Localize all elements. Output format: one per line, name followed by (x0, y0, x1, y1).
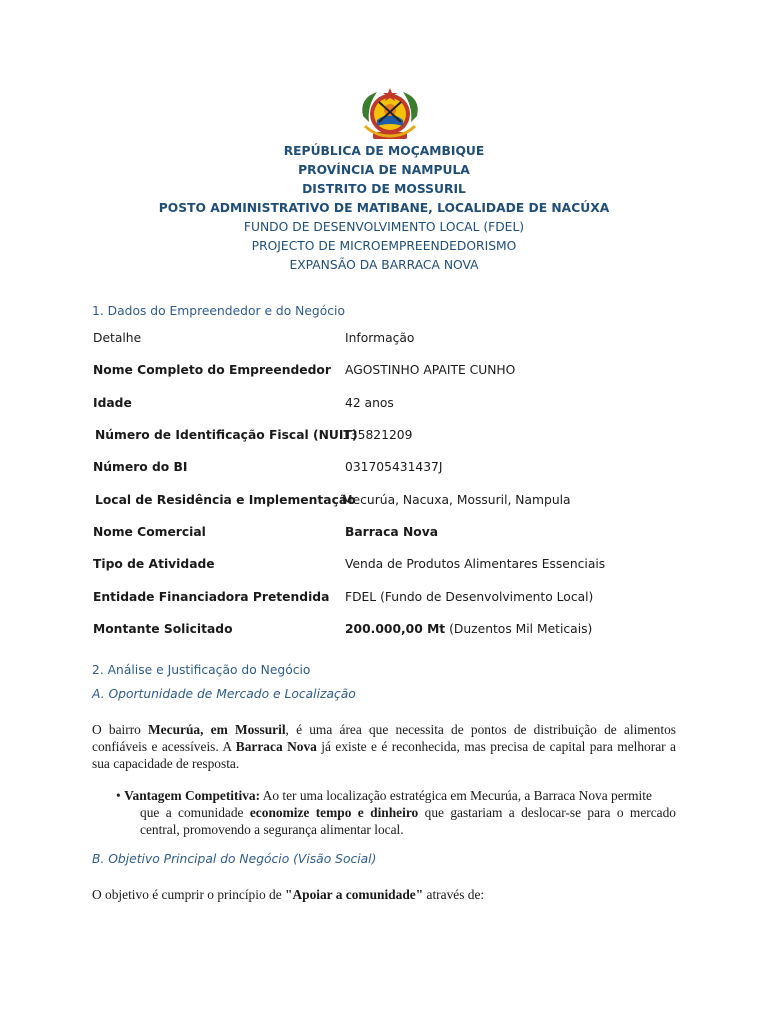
header-post: POSTO ADMINISTRATIVO DE MATIBANE, LOCALIDADE DE NACÚXA (158, 201, 610, 215)
table-row (92, 493, 692, 513)
row-label: Número de Identificação Fiscal (NUIT) (95, 428, 358, 442)
table-row (92, 622, 692, 642)
subsection-a-title: A. Oportunidade de Mercado e Localização (92, 687, 356, 701)
section2-title: 2. Análise e Justificação do Negócio (92, 663, 311, 677)
table-header-info: Informação (345, 331, 415, 345)
bullet-competitive-advantage: • Vantagem Competitiva: Ao ter uma localização estratégica em Mecurúa, a Barraca Nova permite que a comunidade economize tempo e dinheiro que gastariam a deslocar-se para o mercado central, promovendo a segurança alimentar local. (116, 788, 677, 837)
row-label: Número do BI (93, 460, 188, 474)
table-row (92, 396, 692, 416)
row-value: AGOSTINHO APAITE CUNHO (345, 363, 516, 377)
amount-value: 200.000,00 Mt (345, 622, 446, 636)
header-district: DISTRITO DE MOSSURIL (302, 182, 466, 196)
row-label: Idade (93, 396, 132, 410)
row-label: Entidade Financiadora Pretendida (93, 590, 330, 604)
row-value: 42 anos (345, 396, 394, 410)
row-label: Tipo de Atividade (93, 557, 215, 571)
subsection-b-title: B. Objetivo Principal do Negócio (Visão Social) (92, 852, 377, 866)
row-label: Montante Solicitado (93, 622, 233, 636)
row-label: Nome Completo do Empreendedor (93, 363, 331, 377)
table-row (92, 525, 692, 545)
bullet-mark: • (116, 788, 121, 803)
row-value: FDEL (Fundo de Desenvolvimento Local) (345, 590, 594, 604)
header-fund: FUNDO DE DESENVOLVIMENTO LOCAL (FDEL) (243, 220, 525, 234)
table-row (92, 557, 692, 577)
document-header (0, 142, 768, 275)
paragraph-market: O bairro Mecurúa, em Mossuril, é uma área que necessita de pontos de distribuição de alimentos confiáveis e acessíveis. A Barraca Nova já existe e é reconhecida, mas precisa de capital para melhorar a sua capacidade de resposta. (92, 722, 676, 771)
row-value: 135821209 (342, 428, 413, 442)
row-value (345, 622, 592, 636)
table-row (92, 428, 692, 448)
section1-title: 1. Dados do Empreendedor e do Negócio (92, 304, 345, 318)
row-value: Venda de Produtos Alimentares Essenciais (345, 557, 606, 571)
table-header-detail: Detalhe (93, 331, 142, 345)
row-value: 031705431437J (345, 460, 443, 474)
header-republic: REPÚBLICA DE MOÇAMBIQUE (283, 144, 485, 158)
row-label: Nome Comercial (93, 525, 206, 539)
paragraph-objective: O objetivo é cumprir o princípio de "Apoiar a comunidade" através de: (92, 887, 485, 902)
header-province: PROVÍNCIA DE NAMPULA (298, 163, 470, 177)
table-row (92, 363, 692, 383)
table-header-row (92, 331, 692, 351)
amount-words: (Duzentos Mil Meticais) (445, 622, 593, 636)
row-label: Local de Residência e Implementação (95, 493, 356, 507)
row-value: Mecurúa, Nacuxa, Mossuril, Nampula (342, 493, 571, 507)
table-row (92, 460, 692, 480)
mozambique-emblem-icon (355, 86, 425, 144)
header-project: PROJECTO DE MICROEMPREENDEDORISMO (251, 239, 517, 253)
table-row (92, 590, 692, 610)
header-expansion: EXPANSÃO DA BARRACA NOVA (289, 258, 479, 272)
row-value: Barraca Nova (345, 525, 439, 539)
